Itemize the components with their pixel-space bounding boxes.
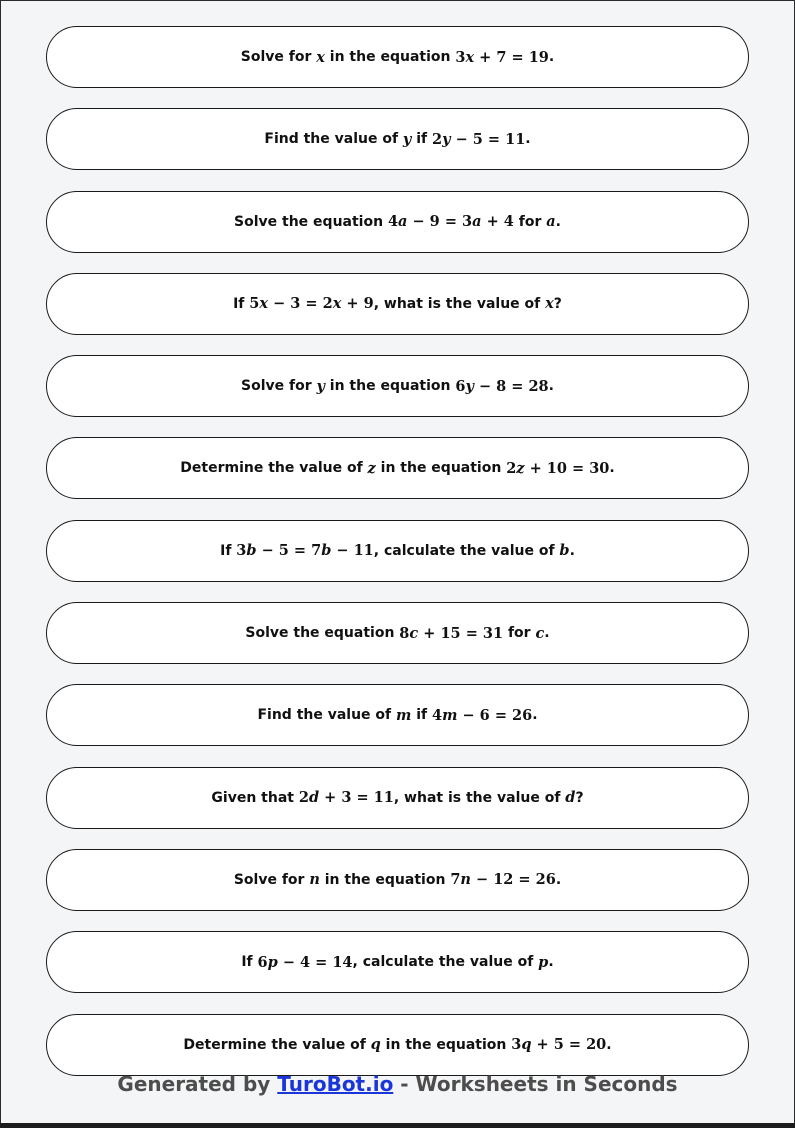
math-expression: − 8 = 28: [473, 377, 549, 395]
math-expression: 3: [236, 542, 247, 560]
math-variable: z: [516, 459, 525, 477]
math-expression: − 5 = 7: [256, 542, 322, 560]
math-variable: b: [246, 542, 257, 560]
question-text: .: [525, 131, 531, 148]
question-text: , calculate the value of: [373, 542, 560, 559]
question-text: If: [241, 954, 258, 971]
question-text: .: [606, 1036, 612, 1053]
question-text: in the equation: [375, 460, 507, 477]
math-expression: 7: [450, 871, 461, 889]
math-expression: − 6 = 26: [457, 706, 533, 724]
question-text: if: [411, 707, 432, 724]
question-text: Solve the equation: [234, 213, 388, 230]
math-variable: y: [402, 130, 412, 148]
question-item: [46, 684, 749, 746]
question-text: in the equation: [324, 49, 456, 65]
question-text: .: [532, 707, 538, 724]
question-text: .: [569, 542, 575, 559]
question-item: [46, 1014, 749, 1076]
question-text: Given that: [211, 789, 299, 806]
math-expression: − 9 = 3: [407, 213, 473, 231]
math-expression: + 4: [481, 213, 514, 231]
question-text: .: [544, 625, 550, 642]
question-text: .: [548, 378, 554, 395]
math-variable: y: [465, 377, 474, 395]
math-variable: b: [321, 542, 332, 560]
math-variable: m: [396, 706, 412, 724]
math-expression: 2: [298, 789, 309, 807]
question-text: in the equation: [319, 871, 451, 888]
math-variable: x: [332, 295, 342, 313]
question-item: [46, 931, 749, 993]
question-item: [46, 355, 749, 417]
math-expression: 4: [432, 706, 443, 724]
question-text: Solve the equation: [245, 625, 400, 642]
math-variable: z: [367, 459, 376, 477]
math-variable: d: [308, 789, 320, 807]
question-text: for: [513, 213, 547, 230]
math-expression: + 7 = 19: [474, 48, 549, 66]
footer: [0, 1072, 795, 1096]
question-text: Determine the value of: [180, 460, 368, 477]
math-variable: x: [259, 295, 269, 313]
question-item: [46, 108, 749, 170]
question-item: [46, 273, 749, 335]
math-expression: 5: [249, 295, 260, 313]
math-expression: − 3 = 2: [268, 295, 333, 313]
question-item: [46, 191, 749, 253]
math-variable: x: [465, 48, 475, 66]
question-text: if: [411, 131, 432, 148]
question-text: , calculate the value of: [352, 954, 539, 971]
math-variable: q: [370, 1036, 381, 1054]
question-item: [46, 520, 749, 582]
math-expression: 6: [257, 953, 268, 971]
math-variable: c: [409, 624, 419, 642]
math-variable: n: [460, 871, 471, 889]
question-text: ?: [575, 789, 584, 806]
math-variable: p: [538, 953, 549, 971]
math-expression: + 5 = 20: [531, 1036, 607, 1054]
math-variable: y: [442, 130, 451, 148]
question-text: If: [233, 295, 250, 312]
question-text: If: [220, 542, 237, 559]
question-text: .: [609, 460, 615, 477]
math-expression: − 11: [331, 542, 374, 560]
question-text: Find the value of: [264, 131, 403, 148]
question-item: [46, 767, 749, 829]
math-variable: y: [316, 377, 325, 395]
question-text: for: [503, 625, 536, 642]
math-expression: 8: [399, 624, 410, 642]
math-expression: + 9: [341, 295, 374, 313]
question-text: , what is the value of: [373, 295, 546, 312]
question-list: [46, 26, 749, 1096]
math-variable: q: [521, 1036, 532, 1054]
math-expression: 2: [506, 459, 517, 477]
math-expression: 2: [432, 130, 443, 148]
math-expression: − 4 = 14: [277, 953, 353, 971]
question-item: [46, 26, 749, 88]
question-text: .: [548, 954, 554, 971]
math-variable: c: [535, 624, 545, 642]
math-variable: d: [565, 789, 576, 807]
footer-suffix: - Worksheets in Seconds: [393, 1072, 678, 1096]
question-text: Solve for: [233, 871, 310, 888]
math-variable: p: [267, 953, 278, 971]
math-variable: n: [309, 871, 320, 889]
question-text: Solve for: [241, 378, 317, 395]
math-variable: x: [545, 295, 554, 313]
math-variable: b: [559, 542, 570, 560]
question-text: in the equation: [380, 1036, 512, 1053]
bottom-edge: [0, 1123, 795, 1128]
math-variable: m: [442, 706, 458, 724]
question-text: , what is the value of: [393, 789, 566, 806]
math-variable: x: [316, 48, 325, 66]
math-variable: a: [472, 213, 482, 231]
question-item: [46, 849, 749, 911]
footer-link[interactable]: TuroBot.io: [277, 1072, 394, 1096]
math-expression: − 5 = 11: [450, 130, 526, 148]
math-expression: + 3 = 11: [319, 789, 394, 807]
math-expression: 4: [387, 213, 399, 231]
question-item: [46, 437, 749, 499]
question-text: in the equation: [324, 378, 456, 395]
math-expression: 6: [455, 377, 466, 395]
math-variable: a: [546, 213, 556, 231]
math-expression: + 15 = 31: [418, 624, 504, 642]
footer-prefix: Generated by: [117, 1072, 278, 1096]
math-expression: 3: [455, 48, 466, 66]
question-text: ?: [553, 295, 562, 312]
question-text: .: [555, 213, 561, 230]
math-expression: + 10 = 30: [524, 459, 610, 477]
question-item: [46, 602, 749, 664]
question-text: .: [548, 49, 555, 65]
math-expression: 3: [511, 1036, 522, 1054]
question-text: Determine the value of: [183, 1036, 371, 1053]
math-variable: a: [398, 213, 408, 231]
question-text: Find the value of: [257, 707, 397, 724]
math-expression: − 12 = 26: [470, 871, 556, 889]
question-text: Solve for: [240, 49, 317, 65]
question-text: .: [555, 871, 562, 888]
